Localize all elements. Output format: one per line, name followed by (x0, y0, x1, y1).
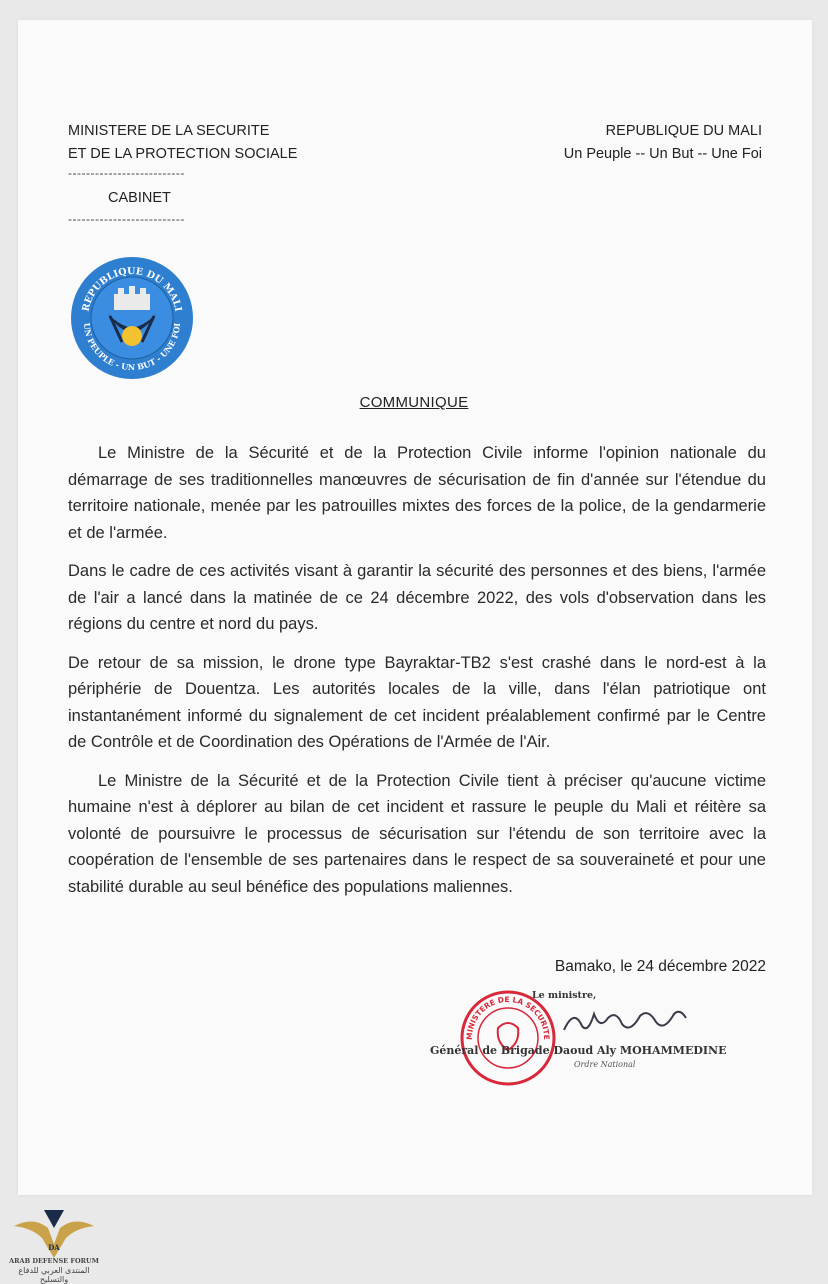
paragraph-3: De retour de sa mission, le drone type Bayraktar-TB2 s'est crashé dans le nord-est à la périphérie de Douentza. Les autorités locales de la ville, dans l'élan patriotique ont instantanément informé du signalement de cet incident préalablement confirmé par le Centre de Contrôle et de Coordination des Opérations de l'Armée de l'Air. (68, 653, 766, 751)
national-motto: Un Peuple -- Un But -- Une Foi (563, 146, 762, 162)
signatory-order: Ordre National (574, 1060, 636, 1069)
paragraph-2: Dans le cadre de ces activités visant à garantir la sécurité des personnes et des biens, l'armée de l'air a lancé dans la matinée de ce 24 décembre 2022, des vols d'observation dans les régions du centre et nord du pays. (68, 562, 766, 633)
place-and-date: Bamako, le 24 décembre 2022 (554, 958, 766, 975)
signatory-name: Général de Brigade Daoud Aly MOHAMMEDINE (430, 1044, 727, 1057)
svg-text:DA: DA (48, 1243, 60, 1252)
seal-top-text: REPUBLIQUE DU MALI (80, 265, 184, 313)
stamp-text: MINISTERE DE LA SECURITE (464, 994, 552, 1041)
communique-body (68, 440, 766, 912)
seal-bottom-text: UN PEUPLE - UN BUT - UNE FOI (81, 322, 183, 373)
mali-coat-of-arms-icon (70, 256, 194, 380)
republic-header (564, 120, 762, 166)
watermark-title: ARAB DEFENSE FORUM (9, 1257, 99, 1265)
header-divider-bottom: -------------------------- (68, 212, 185, 226)
ministry-header (68, 120, 297, 166)
republic-name: REPUBLIQUE DU MALI (605, 123, 762, 139)
minister-label: Le ministre, (532, 990, 597, 1001)
ministry-name-line2: ET DE LA PROTECTION SOCIALE (68, 146, 298, 162)
ministry-name-line1: MINISTERE DE LA SECURITE (68, 123, 270, 139)
cabinet-label: CABINET (108, 190, 171, 206)
paragraph-4: Le Ministre de la Sécurité et de la Protection Civile tient à préciser qu'aucune victime humaine n'est à déplorer au bilan de cet incident et rassure le peuple du Mali et réitère sa volonté de poursuivre le processus de sécurisation sur l'étendu de son territoire avec la coopération de l'ensemble de ses partenaires dans le respect de sa souveraineté et pour une stabilité durable au seul bénéfice des populations maliennes. (68, 771, 766, 896)
watermark-arabic: المنتدى العربي للدفاع والتسليح (18, 1266, 90, 1284)
header-divider-top: -------------------------- (68, 166, 185, 180)
paragraph-1: Le Ministre de la Sécurité et de la Protection Civile informe l'opinion nationale du démarrage de ses traditionnelles manœuvres de sécurisation de fin d'année sur l'étendue du territoire nationale, menée par les patrouilles mixtes des forces de la police, de la gendarmerie et de l'armée. (68, 444, 766, 542)
communique-title: COMMUNIQUE (359, 394, 469, 411)
official-stamp-icon (458, 988, 558, 1088)
handwritten-signature-icon (560, 1000, 690, 1040)
